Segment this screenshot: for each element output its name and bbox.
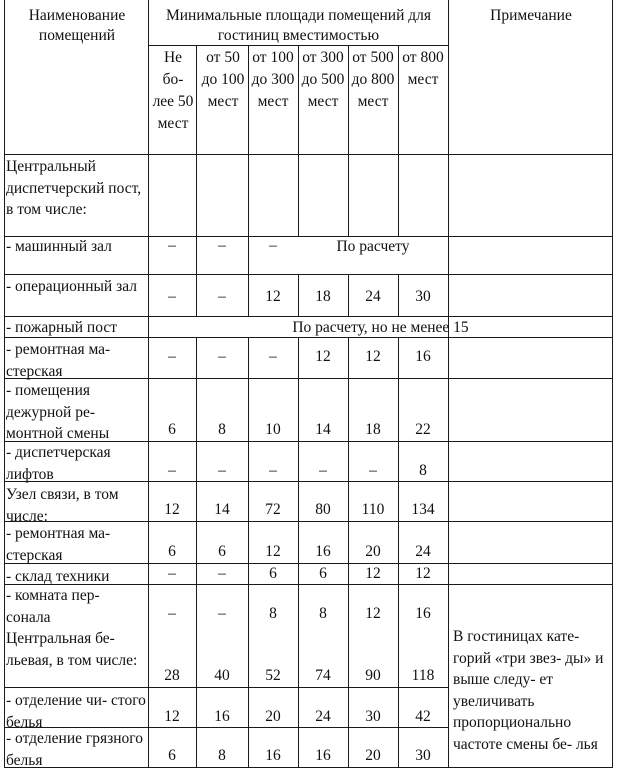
value-cell: 20 <box>365 543 381 560</box>
value-cell: – <box>168 237 176 254</box>
value-cell: 12 <box>365 565 381 582</box>
row-label-4: - ремонтная ма- стерская <box>6 341 111 380</box>
value-cell: 16 <box>315 747 331 764</box>
row-label-2: - операционный зал <box>6 278 137 295</box>
value-cell: 8 <box>218 747 226 764</box>
note-text: В гостиницах кате- горий «три звез- ды» и выше следу- ет увеличивать пропорционально частоте смены бе- лья <box>453 628 604 753</box>
value-cell: – <box>269 237 277 254</box>
value-cell: 20 <box>265 708 281 725</box>
row-3-span: По расчету, но не менее 15 <box>292 319 469 336</box>
value-cell: 90 <box>365 667 381 684</box>
value-cell: – <box>319 462 327 479</box>
value-cell: 8 <box>269 605 277 622</box>
value-cell: 6 <box>269 565 277 582</box>
value-cell: 22 <box>415 421 431 438</box>
value-cell: 52 <box>265 667 281 684</box>
grid-line-v <box>196 45 197 316</box>
value-cell: 6 <box>168 421 176 438</box>
grid-line-h <box>4 274 613 275</box>
value-cell: 12 <box>265 543 281 560</box>
value-cell: 110 <box>361 501 385 518</box>
value-cell: – <box>269 462 277 479</box>
value-cell: 16 <box>415 605 431 622</box>
value-cell: 24 <box>315 708 331 725</box>
value-cell: 12 <box>315 348 331 365</box>
value-cell: – <box>168 348 176 365</box>
value-cell: 16 <box>315 543 331 560</box>
value-cell: 8 <box>319 605 327 622</box>
value-cell: – <box>218 348 226 365</box>
value-cell: 42 <box>415 708 431 725</box>
value-cell: 12 <box>365 348 381 365</box>
row-label-10: - комната пер- сонала <box>6 587 100 626</box>
value-cell: 30 <box>415 288 431 305</box>
row-1-span: По расчету <box>336 238 410 255</box>
grid-line-v <box>348 45 349 236</box>
row-label-0: Центральный диспетчерский пост, в том числе: <box>6 158 142 218</box>
value-cell: 16 <box>415 348 431 365</box>
row-label-9: - склад техники <box>6 568 110 585</box>
header-areas: Минимальные площади помещений для гостиниц вместимостью <box>165 7 432 44</box>
value-cell: 74 <box>315 667 331 684</box>
value-cell: 14 <box>214 501 230 518</box>
value-cell: 6 <box>168 747 176 764</box>
value-cell: 16 <box>265 747 281 764</box>
value-cell: 6 <box>218 543 226 560</box>
value-cell: – <box>168 605 176 622</box>
capacity-0: Не бо- лее 50 мест <box>152 49 194 132</box>
value-cell: 80 <box>315 501 331 518</box>
value-cell: – <box>218 237 226 254</box>
value-cell: – <box>218 288 226 305</box>
value-cell: 12 <box>365 605 381 622</box>
grid-line-v <box>398 45 399 236</box>
value-cell: 6 <box>168 543 176 560</box>
header-name: Наименование помещений <box>28 7 126 44</box>
capacity-5: от 800 мест <box>402 49 444 88</box>
value-cell: 12 <box>164 501 180 518</box>
value-cell: 10 <box>265 421 281 438</box>
value-cell: – <box>168 288 176 305</box>
value-cell: 12 <box>265 288 281 305</box>
grid-line-v <box>148 0 149 768</box>
value-cell: 18 <box>315 288 331 305</box>
value-cell: 28 <box>164 667 180 684</box>
value-cell: – <box>168 565 176 582</box>
row-label-6: - диспетчерская лифтов <box>6 444 111 483</box>
row-label-3: - пожарный пост <box>6 319 117 336</box>
row-label-1: - машинный зал <box>6 238 112 255</box>
capacity-1: от 50 до 100 мест <box>201 49 245 110</box>
value-cell: – <box>168 462 176 479</box>
grid-line-v <box>4 0 5 768</box>
capacity-4: от 500 до 800 мест <box>351 49 395 110</box>
value-cell: – <box>218 605 226 622</box>
value-cell: – <box>269 348 277 365</box>
value-cell: 72 <box>265 501 281 518</box>
grid-line-v <box>248 45 249 316</box>
value-cell: 40 <box>214 667 230 684</box>
value-cell: 12 <box>415 565 431 582</box>
value-cell: 14 <box>315 421 331 438</box>
row-label-11: Центральная бе- льевая, в том числе: <box>6 630 138 669</box>
capacity-2: от 100 до 300 мест <box>251 49 295 110</box>
header-note: Примечание <box>490 7 572 24</box>
grid-line-h <box>4 687 448 688</box>
value-cell: 8 <box>218 421 226 438</box>
value-cell: 24 <box>415 543 431 560</box>
value-cell: 12 <box>164 708 180 725</box>
grid-line-h <box>4 154 613 155</box>
row-label-8: - ремонтная ма- стерская <box>6 525 111 564</box>
row-label-12: - отделение чи- стого белья <box>6 692 146 731</box>
value-cell: 118 <box>411 667 435 684</box>
value-cell: – <box>369 462 377 479</box>
value-cell: 30 <box>415 747 431 764</box>
value-cell: – <box>218 565 226 582</box>
row-label-7: Узел связи, в том числе: <box>6 486 119 525</box>
value-cell: 6 <box>319 565 327 582</box>
value-cell: 30 <box>365 708 381 725</box>
grid-line-v <box>298 45 299 236</box>
row-label-13: - отделение грязного белья <box>6 730 144 769</box>
value-cell: 134 <box>411 501 435 518</box>
value-cell: 20 <box>365 747 381 764</box>
capacity-3: от 300 до 500 мест <box>301 49 345 110</box>
row-label-5: - помещения дежурной ре- монтной смены <box>6 382 110 442</box>
value-cell: 18 <box>365 421 381 438</box>
value-cell: 16 <box>214 708 230 725</box>
value-cell: 8 <box>419 462 427 479</box>
value-cell: 24 <box>365 288 381 305</box>
grid-line-v <box>448 0 449 768</box>
value-cell: – <box>218 462 226 479</box>
